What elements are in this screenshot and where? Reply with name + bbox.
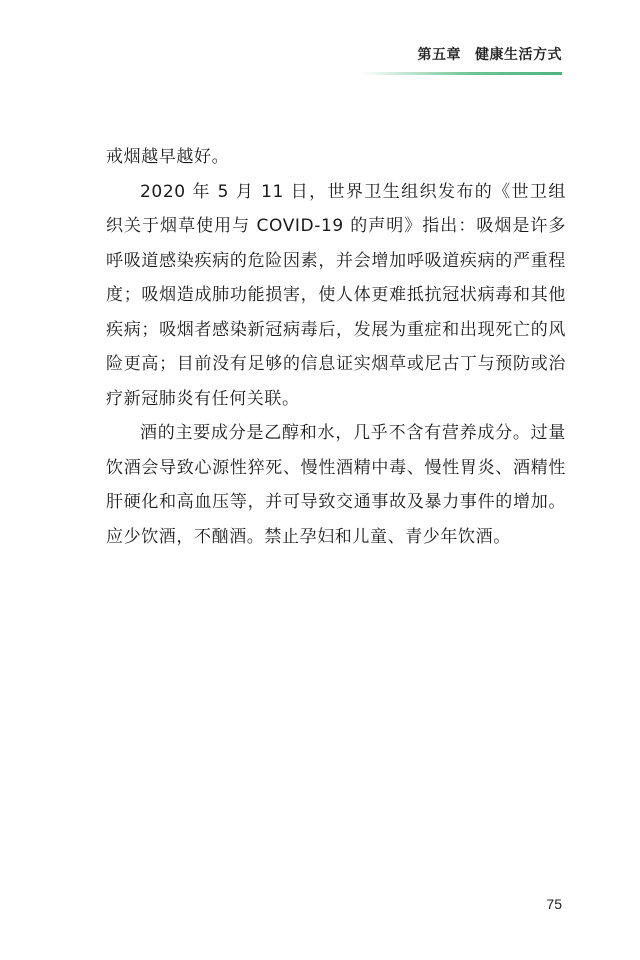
header-divider: [360, 72, 562, 75]
chapter-label: 第五章: [417, 47, 461, 63]
paragraph-covid-statement: 2020 年 5 月 11 日，世界卫生组织发布的《世卫组织关于烟草使用与 COVID-19 的声明》指出：吸烟是许多呼吸道感染疾病的危险因素，并会增加呼吸道疾病的严重程度；吸烟造成肺功能损害，使人体更难抵抗冠状病毒和其他疾病；吸烟者感染新冠病毒后，发展为重症和出现死亡的风险更高；目前没有足够的信息证实烟草或尼古丁与预防或治疗新冠肺炎有任何关联。: [106, 181, 566, 409]
running-header: [418, 44, 563, 64]
page-number: 75: [546, 896, 562, 912]
chapter-title: 健康生活方式: [475, 47, 562, 63]
paragraph-alcohol: 酒的主要成分是乙醇和水，几乎不含有营养成分。过量饮酒会导致心源性猝死、慢性酒精中毒、慢性胃炎、酒精性肝硬化和高血压等，并可导致交通事故及暴力事件的增加。应少饮酒，不酗酒。禁止孕妇和儿童、青少年饮酒。: [106, 423, 566, 547]
paragraph-continuation: 戒烟越早越好。: [106, 147, 230, 167]
body-text: [106, 140, 566, 554]
